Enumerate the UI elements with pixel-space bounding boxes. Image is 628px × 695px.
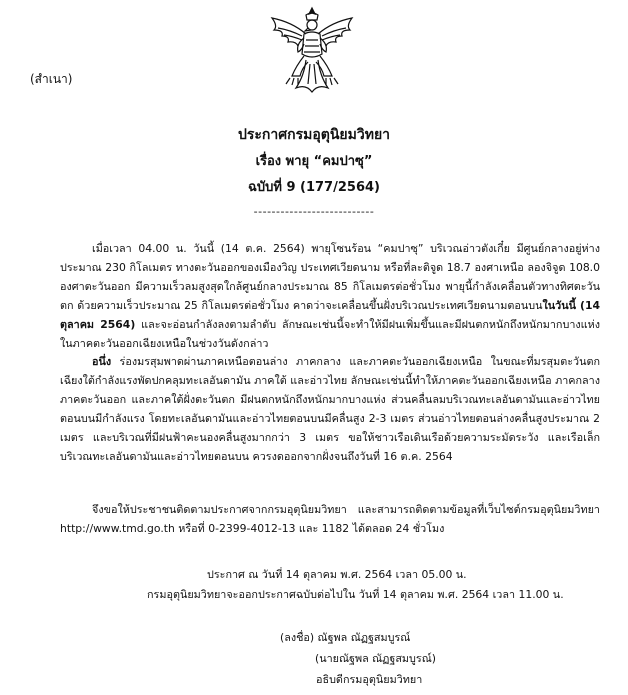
document-title: ประกาศกรมอุตุนิยมวิทยา (237, 127, 391, 143)
paragraph-monsoon-note (60, 352, 600, 466)
signer-name: (นายณัฐพล ณัฏฐสมบูรณ์) (315, 652, 436, 665)
issued-at: ประกาศ ณ วันที่ 14 ตุลาคม พ.ศ. 2564 เวลา 05.00 น. (207, 568, 467, 581)
document-subject: เรื่อง พายุ “คมปาซุ” (255, 154, 373, 169)
para2-text: ร่องมรสุมพาดผ่านภาคเหนือตอนล่าง ภาคกลาง และภาคตะวันออกเฉียงเหนือ ในขณะที่มรสุมตะวันตกเฉียงใต้กำลังแรงพัดปกคลุมทะเลอันดามัน ภาคใต้ และอ่าวไทย ลักษณะเช่นนี้ทำให้ภาคตะวันออกเฉียงเหนือ ภาคกลาง ภาคตะวันออก และภาคใต้ฝั่งตะวันตก มีฝนตกหนักถึงหนักมากบางแห่ง ส่วนคลื่นลมบริเวณทะเลอันดามันและอ่าวไทยตอนบนมีกำลังแรง โดยทะเลอันดามันและอ่าวไทยตอนบนมีคลื่นสูง 2-3 เมตร ส่วนอ่าวไทยตอนล่างคลื่นสูงประมาณ 2 เมตร และบริเวณที่มีฝนฟ้าคะนองคลื่นสูงมากกว่า 3 เมตร ขอให้ชาวเรือเดินเรือด้วยความระมัดระวัง และเรือเล็กบริเวณทะเลอันดามันและอ่าวไทยตอนบน ควรงดออกจากฝั่งจนถึงวันที่ 16 ต.ค. 2564 (60, 355, 600, 463)
signer-title: อธิบดีกรมอุตุนิยมวิทยา (316, 673, 423, 686)
signature-line: (ลงชื่อ) ณัฐพล ณัฏฐสมบูรณ์ (280, 631, 411, 644)
issue-number: ฉบับที่ 9 (177/2564) (248, 180, 380, 195)
para2-lead: อนึ่ง (92, 355, 112, 368)
next-notice: กรมอุตุนิยมวิทยาจะออกประกาศฉบับต่อไปใน วันที่ 14 ตุลาคม พ.ศ. 2564 เวลา 11.00 น. (147, 588, 564, 601)
para1-text-c: และจะอ่อนกำลังลงตามลำดับ ลักษณะเช่นนี้จะทำให้มีฝนเพิ่มขึ้นและมีฝนตกหนักถึงหนักมากบางแห่งในภาคตะวันออกเฉียงเหนือในช่วงวันดังกล่าว (60, 318, 600, 350)
separator-line: --------------------------- (253, 205, 375, 218)
para1-text-a: เมื่อเวลา 04.00 น. วันนี้ (14 ต.ค. 2564) พายุโซนร้อน “คมปาซุ” บริเวณอ่าวตังเกี๋ย มีศูนย์กลางอยู่ห่างประมาณ 230 กิโลเมตร ทางตะวันออกของเมืองวิญ ประเทศเวียดนาม หรือที่ละติจูด 18.7 องศาเหนือ ลองจิจูด 108.0 องศาตะวันออก มีความเร็วลมสูงสุดใกล้ศูนย์กลางประมาณ 85 กิโลเมตรต่อชั่วโมง พายุนี้กำลังเคลื่อนตัวทางทิศตะวันตก ด้วยความเร็วประมาณ 25 กิโลเมตรต่อชั่วโมง คาดว่าจะเคลื่อนขึ้นฝั่งบริเวณประเทศเวียดนามตอนบน (60, 242, 600, 312)
copy-label: (สำเนา) (30, 72, 73, 86)
garuda-emblem (262, 4, 362, 96)
para1-landfall-date: ในวันนี้ (14 ตุลาคม 2564) (60, 299, 601, 331)
paragraph-storm-status (60, 239, 600, 353)
paragraph-follow-updates: จึงขอให้ประชาชนติดตามประกาศจากกรมอุตุนิยมวิทยา และสามารถติดตามข้อมูลที่เว็บไซต์กรมอุตุนิยมวิทยา http://www.tmd.go.th หรือที่ 0-2399-4012-13 และ 1182 ได้ตลอด 24 ชั่วโมง (60, 503, 600, 535)
